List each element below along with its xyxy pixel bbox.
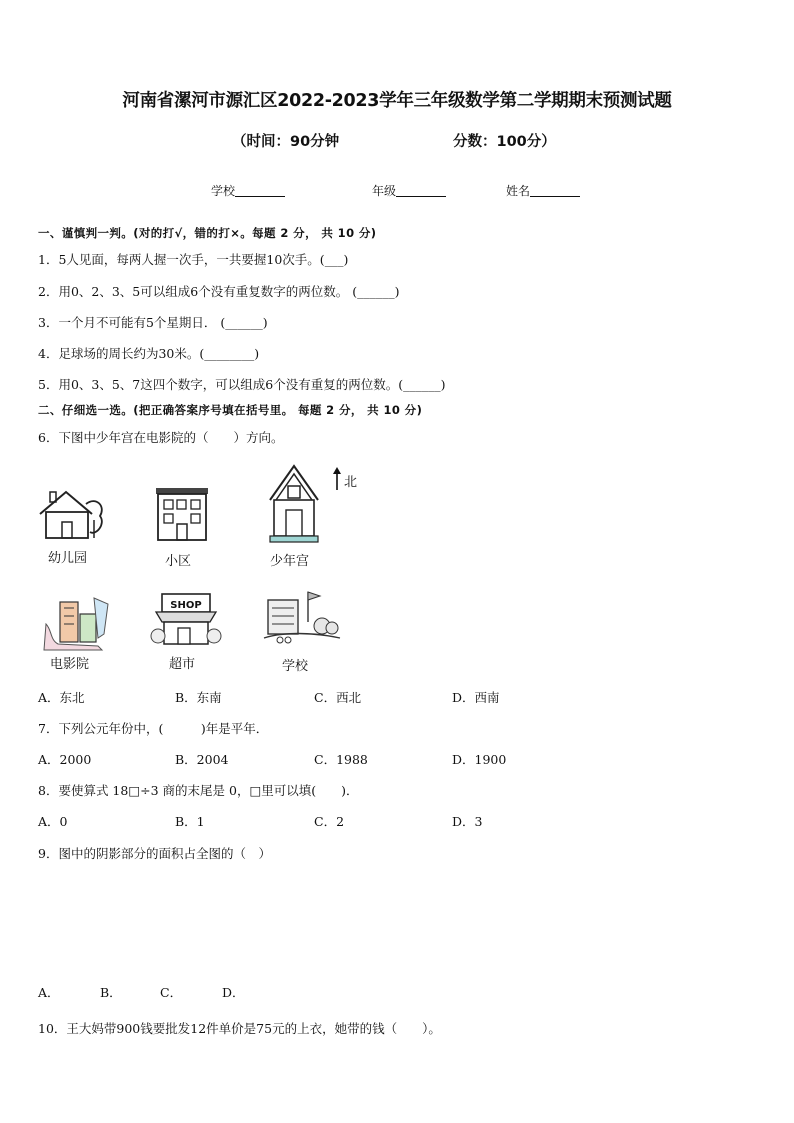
question-9: 9．图中的阴影部分的面积占全图的（ ） [38, 846, 271, 861]
q7-option-c[interactable]: C．1988 [314, 752, 368, 767]
youth-palace-icon [266, 464, 324, 546]
q6-option-d[interactable]: D．西南 [452, 690, 500, 705]
question-10: 10．王大妈带900钱要批发12件单价是75元的上衣，她带的钱（ ）。 [38, 1021, 441, 1036]
school-icon [262, 588, 342, 650]
question-1: 1．5人见面，每两人握一次手，一共要握10次手。(___) [38, 252, 349, 267]
north-label: 北 [344, 475, 358, 490]
exam-score: 分数：100分） [453, 134, 556, 150]
q9-option-c[interactable]: C． [160, 985, 183, 1000]
kindergarten-icon [36, 484, 106, 542]
question-2: 2．用0、2、3、5可以组成6个没有重复数字的两位数。 (______) [38, 284, 400, 299]
supermarket-icon [150, 592, 222, 648]
grade-label: 年级 [372, 184, 397, 198]
name-label: 姓名 [506, 184, 531, 198]
place-youth-palace: 少年宫 [270, 554, 310, 569]
q6-option-c[interactable]: C．西北 [314, 690, 362, 705]
q9-option-a[interactable]: A． [38, 985, 60, 1000]
place-kindergarten: 幼儿园 [48, 551, 88, 566]
q6-option-a[interactable]: A．东北 [38, 690, 85, 705]
name-field[interactable] [506, 182, 580, 199]
q8-option-c[interactable]: C．2 [314, 814, 345, 829]
question-5: 5．用0、3、5、7这四个数字，可以组成6个没有重复的两位数。(______) [38, 377, 446, 392]
grade-blank[interactable] [396, 185, 446, 197]
question-7: 7．下列公元年份中，( )年是平年． [38, 721, 269, 736]
shop-sign: SHOP [170, 600, 202, 611]
place-cinema: 电影院 [50, 657, 90, 672]
place-school: 学校 [282, 659, 309, 674]
name-blank[interactable] [530, 185, 580, 197]
q6-option-b[interactable]: B．东南 [175, 690, 222, 705]
question-4: 4．足球场的周长约为30米。(________) [38, 346, 260, 361]
q8-option-b[interactable]: B．1 [175, 814, 205, 829]
residential-building-icon [152, 486, 212, 542]
q9-option-b[interactable]: B． [100, 985, 122, 1000]
grade-field[interactable] [372, 182, 446, 199]
section1-heading: 一、谨慎判一判。(对的打√，错的打×。每题 2 分， 共 10 分) [38, 226, 377, 240]
cinema-icon [42, 594, 114, 652]
place-residential: 小区 [165, 554, 192, 569]
q7-option-d[interactable]: D．1900 [452, 752, 507, 767]
place-supermarket: 超市 [169, 657, 196, 672]
q7-option-a[interactable]: A．2000 [38, 752, 92, 767]
q8-option-d[interactable]: D．3 [452, 814, 483, 829]
question-3: 3．一个月不可能有5个星期日． (______) [38, 315, 268, 330]
question-8: 8．要使算式 18□÷3 商的末尾是 0，□里可以填( )． [38, 783, 359, 798]
section2-heading: 二、仔细选一选。(把正确答案序号填在括号里。 每题 2 分， 共 10 分) [38, 403, 423, 417]
question-6: 6．下图中少年宫在电影院的（ ）方向。 [38, 430, 284, 445]
page-title: 河南省漯河市源汇区2022-2023学年三年级数学第二学期期末预测试题 [122, 91, 672, 111]
school-field[interactable] [211, 182, 285, 199]
school-label: 学校 [211, 184, 236, 198]
school-blank[interactable] [235, 185, 285, 197]
exam-time: （时间：90分钟 [232, 134, 340, 150]
q7-option-b[interactable]: B．2004 [175, 752, 229, 767]
q9-option-d[interactable]: D． [222, 985, 245, 1000]
q8-option-a[interactable]: A．0 [38, 814, 68, 829]
